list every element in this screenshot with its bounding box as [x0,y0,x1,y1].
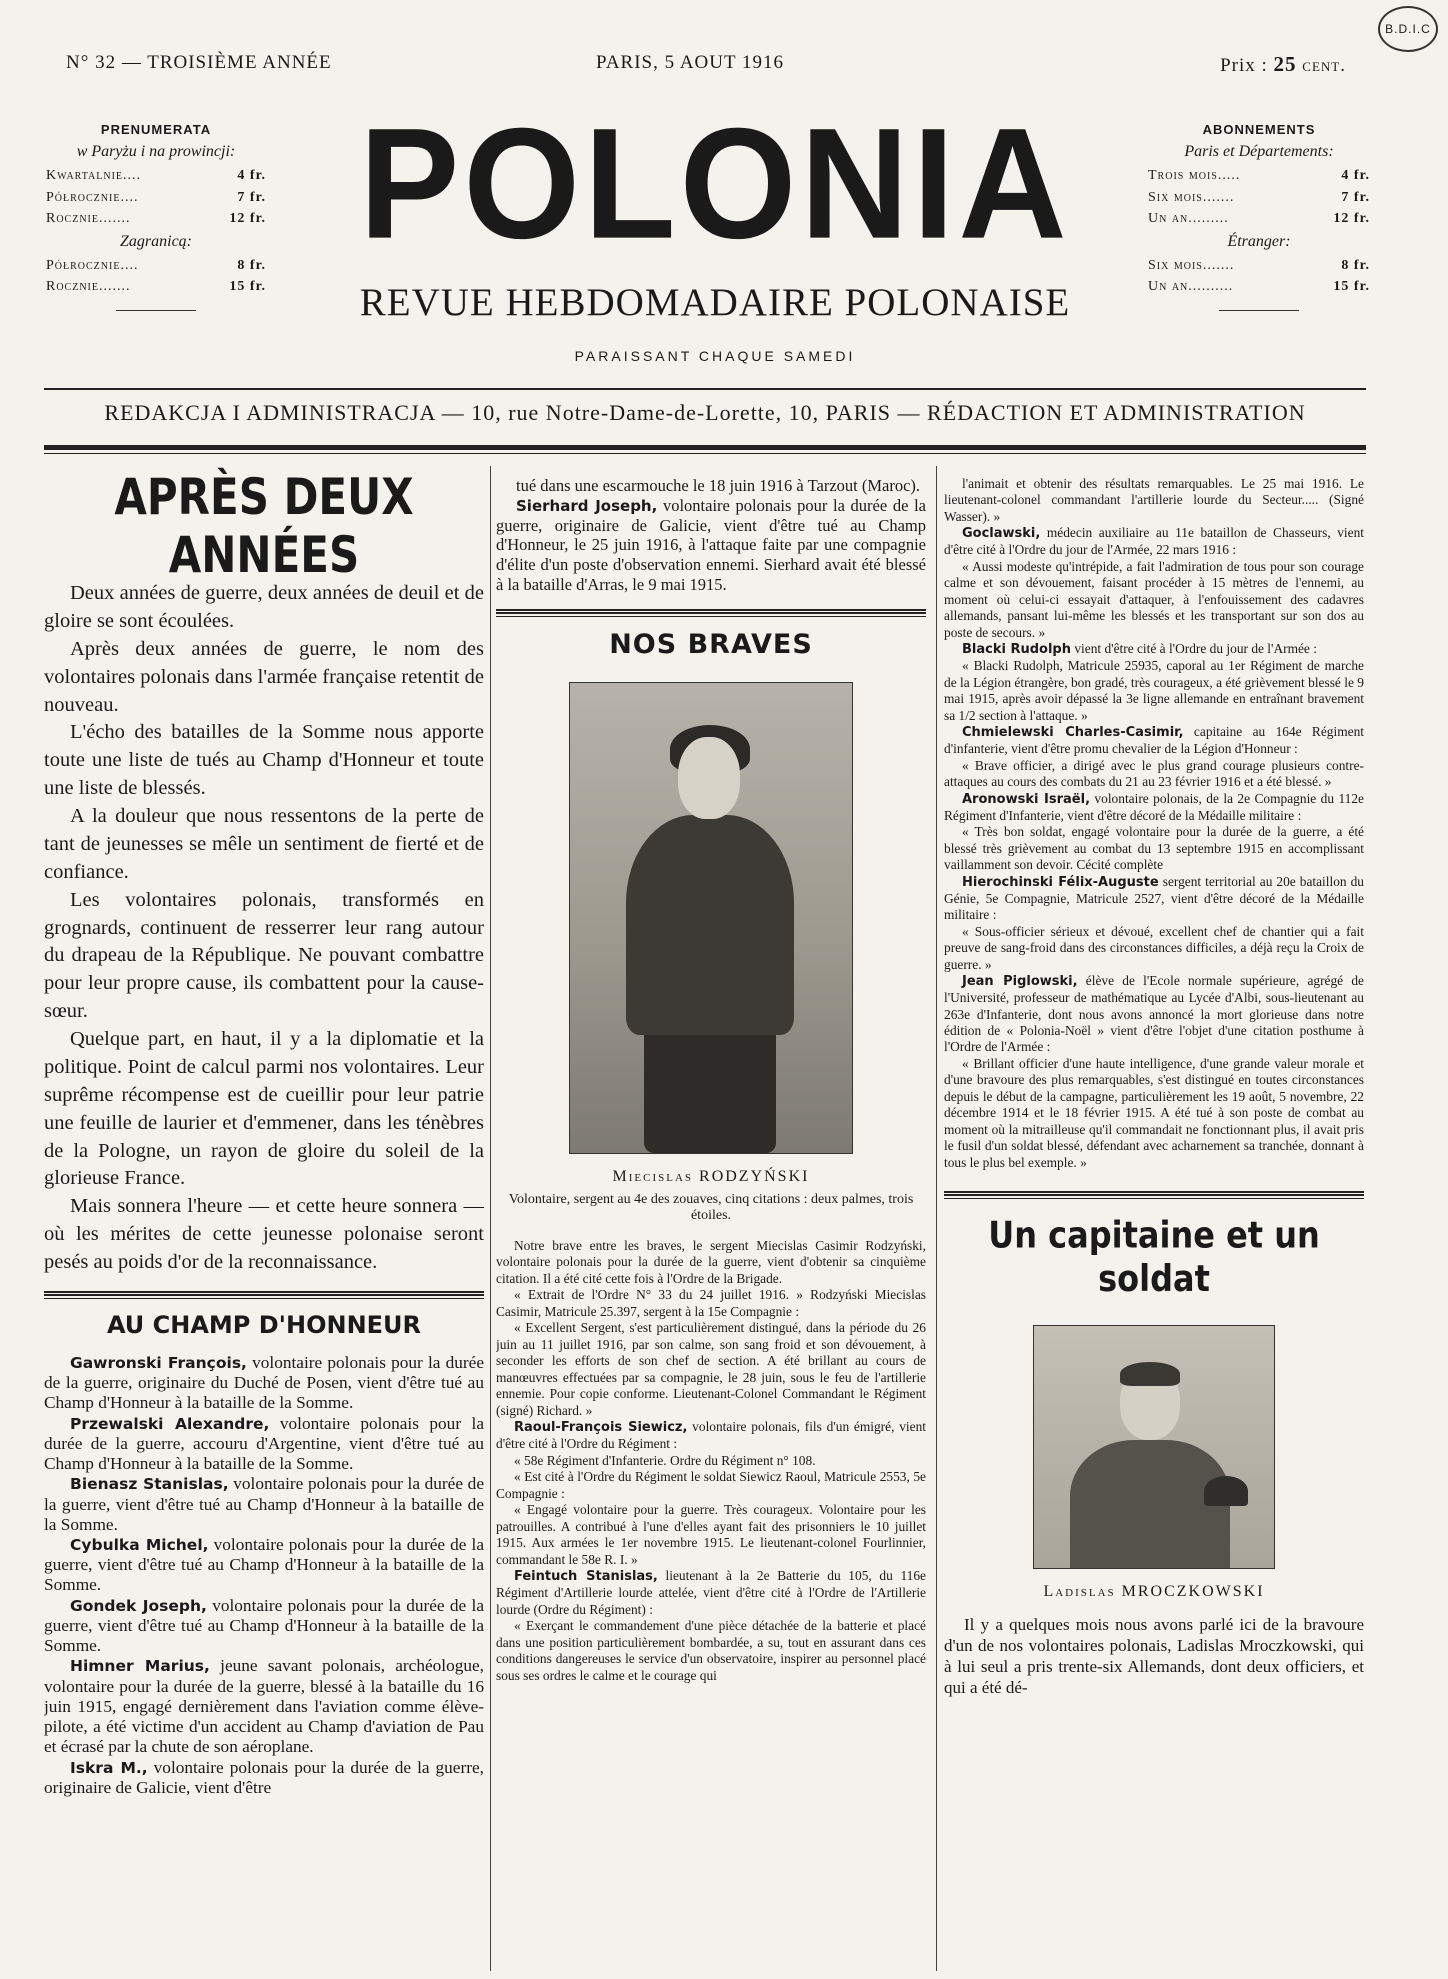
entry-text: tué dans une escarmouche le 18 juin 1916 à Tarzout (Maroc). [516,476,921,495]
entry-text: « 58e Régiment d'Infanterie. Ordre du Régiment n° 108. [514,1452,816,1468]
section-title: NOS BRAVES [609,628,813,660]
entry-text: « Blacki Rudolph, Matricule 25935, caporal au 1er Régiment de marche de la Légion étrangère, bon gradé, très courageux, a été grièvement blessé le 9 mai 1915, après avoir dépassé la 3e ligne allemande en entraînant bravement sa 1/2 section à l'attaque. » [944,658,1364,723]
entry [496,1618,926,1684]
box-subtitle: Paris et Départements: [1184,143,1334,161]
issue-number: N° 32 — TROISIÈME ANNÉE [66,52,332,73]
price-row [1148,187,1370,209]
paragraph: Quelque part, en haut, il y a la diplomatie et la politique. Point de calcul parmi nos volontaires. Leur suprême récompense est de cueillir pour leur patrie une feuille de laurier et d'emmener, dans les ténèbres de la Pologne, un rayon de gloire du soleil de la glorieuse France. [44,1028,484,1190]
article-body: Il y a quelques mois nous avons parlé ici de la bravoure d'un de nos volontaires polonais, Ladislas Mroczkowski, qui à lui seul a pris trente-six Allemands, dont deux officiers, et qui a été dé- [944,1615,1364,1697]
section-rule [944,1191,1364,1199]
paragraph: A la douleur que nous ressentons de la perte de tant de jeunesses se mêle un sentiment de fierté et de confiance. [44,805,484,883]
entry [496,1469,926,1502]
entry-text: « Extrait de l'Ordre N° 33 du 24 juillet 1916. » Rodzyński Miecislas Casimir, Matricule 25.397, sergent à la 15e Compagnie : [496,1287,926,1319]
price-row [46,208,266,230]
entry-text: « Très bon soldat, engagé volontaire pour la durée de la guerre, a été blessé très grièvement au combat du 13 septembre 1915 en accomplissant vaillamment son devoir. Cécité complète [944,824,1364,873]
portrait-photo [569,682,853,1154]
citations-list [944,476,1364,1171]
paragraph: Mais sonnera l'heure — et cette heure sonnera — où les mérites de cette jeunesse polonaise seront pesés au poids d'or de la reconnaissance. [44,1195,484,1273]
entry-text: volontaire polonais, de la 2e Compagnie du 112e Régiment d'Infanterie, vient d'être décoré de la Médaille militaire : [944,790,1364,823]
price-label: Kwartalnie.... [46,167,142,183]
entry [44,1474,484,1535]
entry [44,1656,484,1757]
column-divider [490,466,491,1971]
entry [496,476,926,496]
entry [44,1596,484,1657]
price-label: Trois mois..... [1148,167,1241,183]
entry-text: sergent territorial au 20e bataillon du Génie, 5e Compagnie, Matricule 2527, vient d'être décoré de la Médaille militaire : [944,873,1364,923]
nos-braves-article [496,1238,926,1684]
column-2-intro [496,476,926,595]
entry-text: « Est cité à l'Ordre du Régiment le soldat Siewicz Raoul, Matricule 2553, 5e Compagnie : [496,1469,926,1501]
abonnements-box [1148,120,1370,311]
entry-text: volontaire polonais pour la durée de la guerre, vient d'être tué au Champ d'Honneur à la bataille de la Somme. [44,1595,484,1656]
entry-text: « Aussi modeste qu'intrépide, a fait l'admiration de tous pour son courage calme et son dévouement, faisant procéder à 15 mètres de l'ennemi, au moment où celui-ci essayait d'attaquer, à l'enfouissement des cadavres allemands, pansant lui-même les blessés et les transportant sur son dos au poste de secours. » [944,558,1364,640]
price-value: 12 fr. [1333,211,1370,227]
section-title: AU CHAMP D'HONNEUR [106,1310,422,1339]
price-value: 8 fr. [237,257,266,273]
issue-price: Prix : 25 cent. [1220,52,1346,76]
box-abroad-label: Étranger: [1227,233,1291,250]
price-row [1148,165,1370,187]
price-row [1148,276,1370,298]
entry-text: Notre brave entre les braves, le sergent Miecislas Casimir Rodzyński, volontaire polonais pour la durée de la guerre, vient d'obtenir sa cinquième citation. Il a été cité cette fois à l'Ordre de la Brigade. [496,1237,926,1286]
entry-text: « Brillant officier d'une haute intelligence, d'une grande valeur morale et d'une bravoure des plus remarquables, s'est distingué en toutes circonstances depuis le début de la campagne, particulièrement les 19 août, 5 novembre, 22 décembre 1914 et le 18 février 1915. A été tué à son poste de combat au moment où la mitrailleuse qu'il commandait ne fonctionnant plus, il avait pris le fusil d'un soldat blessé, défendant avec acharnement sa tranchée, donnant à tous le plus bel exemple. » [944,1055,1364,1170]
entry [944,874,1364,924]
price-row [1148,208,1370,230]
price-value: 15 fr. [1333,279,1370,295]
box-title: PRENUMERATA [100,122,212,137]
entry [944,476,1364,525]
entry-name: Iskra M., [70,1758,148,1777]
entry-text: « Excellent Sergent, s'est particulièrement distingué, dans la période du 26 juin au 11 juillet 1916, par son calme, son sang froid et son dévouement, à seconder les efforts de son chef de section. A été brillant au cours de manœuvres effectuées par sa compagnie, le 28 juin, sous le feu de l'artillerie ennemie. Pour copie conforme. Lieutenant-Colonel Commandant le Régiment (signé) Richard. » [496,1320,926,1418]
entry-text: médecin auxiliaire au 11e bataillon de Chasseurs, vient d'être cité à l'Ordre du jour de l'Armée, 22 mars 1916 : [944,525,1364,558]
paragraph: Les volontaires polonais, transformés en grognards, continuent de resserrer leur rang autour du drapeau de la République. Ne pouvant combattre pour leur propre cause, ils combattent pour la cause-sœur. [44,888,484,1023]
entry [496,1287,926,1320]
price-label: Półrocznie.... [46,257,139,273]
price-value: 7 fr. [237,189,266,205]
price-row [1148,255,1370,277]
price-row [46,276,266,298]
masthead-frequency: PARAISSANT CHAQUE SAMEDI [574,348,856,364]
entry [496,1419,926,1452]
price-label: Rocznie....... [46,211,131,227]
entry-text: volontaire polonais pour la durée de la guerre, vient d'être tué au Champ d'Honneur à la bataille de la Somme. [44,1474,484,1534]
photo-caption-text: Volontaire, sergent au 4e des zouaves, cinq citations : deux palmes, trois étoiles. [508,1191,914,1223]
entry [944,559,1364,641]
price-label: Półrocznie.... [46,189,139,205]
price-value: 8 fr. [1341,257,1370,273]
entry-name: Przewalski Alexandre, [70,1414,270,1433]
entry-name: Bienasz Stanislas, [70,1475,229,1494]
entry [496,1568,926,1618]
issue-date: PARIS, 5 AOUT 1916 [596,52,784,73]
entry-name: Hierochinski Félix-Auguste [962,874,1159,890]
price-label: Six mois....... [1148,189,1235,205]
box-title: ABONNEMENTS [1202,122,1316,137]
box-abroad-label: Zagranicą: [120,233,192,250]
portrait-photo [1033,1325,1275,1569]
header-rule-thin [44,453,1366,454]
price-label: Rocznie....... [46,279,131,295]
entry-text: volontaire polonais pour la durée de la guerre, originaire de Galicie, vient d'être [44,1757,484,1797]
price-label: Un an.......... [1148,279,1234,295]
entry-text: lieutenant à la 2e Batterie du 105, du 116e Régiment d'Artillerie lourde attelée, vient d'être cité à l'Ordre de l'Artillerie lourde (Ordre du Régiment) : [496,1568,926,1617]
entry-text: jeune savant polonais, archéologue, volontaire pour la durée de la guerre, blessé à la bataille du 16 juin 1915, engagé dernièrement dans l'aviation comme élève-pilote, a été victime d'un accident au Champ d'aviation de Pau et écrasé par la chute de son aéroplane. [44,1656,484,1757]
divider [1219,310,1299,311]
article-title: Un capitaine et un soldat [988,1213,1320,1301]
entry-text: « Brave officier, a dirigé avec le plus grand courage plusieurs contre-attaques au cours des combats du 21 au 23 février 1916 et a été blessé. » [944,757,1364,790]
library-stamp: B.D.I.C [1378,6,1438,52]
price-value: 15 fr. [229,279,266,295]
masthead-subtitle: REVUE HEBDOMADAIRE POLONAISE [359,281,1071,324]
paragraph: Deux années de guerre, deux années de deuil et de gloire se sont écoulées. [44,582,484,632]
entry-name: Cybulka Michel, [70,1535,209,1554]
entry [944,1056,1364,1171]
column-3 [944,476,1364,1971]
entry-text: volontaire polonais pour la durée de la guerre, originaire de Galicie, vient d'être tué au Champ d'Honneur, le 25 juin 1916, à l'attaque faite par une compagnie d'élite d'un poste d'observation ennemi. Sierhard avait été blessé à la bataille d'Arras, le 9 mai 1915. [496,495,926,594]
photo-caption-name: Miecislas RODZYŃSKI [612,1167,810,1185]
entry [496,1320,926,1419]
prenumerata-box [46,120,266,311]
entry [944,641,1364,658]
entry-text: volontaire polonais pour la durée de la guerre, originaire du Duché de Posen, vient d'être tué au Champ d'Honneur à la bataille de la Somme. [44,1352,484,1413]
entry [44,1353,484,1414]
section-rule [496,609,926,617]
entry [944,758,1364,791]
price-row [46,255,266,277]
entry-name: Feintuch Stanislas, [514,1569,658,1585]
lead-article [44,580,484,1277]
honneur-list [44,1353,484,1798]
photo-caption-name: Ladislas MROCZKOWSKI [1043,1583,1265,1601]
entry-text: capitaine au 164e Régiment d'infanterie, vient d'être promu chevalier de la Légion d'Honneur : [944,724,1364,757]
entry [496,1502,926,1568]
entry-name: Gawronski François, [70,1353,247,1372]
header-rule [44,445,1366,450]
entry-name: Raoul-François Siewicz, [514,1420,688,1436]
entry-text: volontaire polonais pour la durée de la guerre, vient d'être tué au Champ d'Honneur à la bataille de la Somme. [44,1534,484,1595]
entry-text: « Engagé volontaire pour la guerre. Très courageux. Volontaire pour les patrouilles. A contribué à l'une d'elles ayant fait des prisonniers le 10 juillet 1915. Aux armées le 1er novembre 1915. Le lieutenant-colonel Fourlinnier, commandant le 58e R. I. » [496,1502,926,1567]
price-value: 7 fr. [1341,189,1370,205]
redaction-line: REDAKCJA I ADMINISTRACJA — 10, rue Notre-Dame-de-Lorette, 10, PARIS — RÉDACTION ET ADMINISTRATION [104,400,1306,425]
entry-name: Chmielewski Charles-Casimir, [962,725,1184,741]
price-row [46,165,266,187]
entry-text: « Exerçant le commandement d'une pièce détachée de la batterie et placé dans une position particulièrement bombardée, a su, tout en assurant dans ces conditions dangereuses le service d'un observatoire, inspirer au personnel placé sous ses ordres le calme et le courage qui [496,1618,926,1683]
entry-name: Aronowski Israël, [962,791,1091,807]
entry-name: Gondek Joseph, [70,1596,207,1615]
entry [944,658,1364,724]
price-label: Six mois....... [1148,257,1235,273]
entry-name: Sierhard Joseph, [516,496,658,515]
entry [44,1414,484,1475]
headline: APRÈS DEUX ANNÉES [114,468,414,584]
entry-text: vient d'être cité à l'Ordre du jour de l'Armée : [1071,641,1317,657]
entry [944,525,1364,558]
price-value: 12 fr. [229,211,266,227]
entry [944,724,1364,757]
top-rule [44,388,1366,390]
entry [496,1453,926,1469]
paragraph: L'écho des batailles de la Somme nous apporte toute une liste de tués au Champ d'Honneur et toute une liste de blessés. [44,721,484,800]
price-row [46,187,266,209]
entry [496,496,926,595]
box-subtitle: w Paryżu i na prowincji: [76,143,236,161]
entry-text: l'animait et obtenir des résultats remarquables. Le 25 mai 1916. Le lieutenant-colonel commandant l'artillerie lourde du Secteur..... (Signé Wasser). » [944,476,1364,524]
price-label: Un an......... [1148,211,1229,227]
entry-name: Goclawski, [962,526,1041,542]
column-2 [496,476,926,1971]
paragraph: Après deux années de guerre, le nom des volontaires polonais dans l'armée française retentit de nouveau. [44,637,484,716]
entry-name: Blacki Rudolph [962,642,1071,658]
price-value: 4 fr. [237,167,266,183]
entry-text: « Sous-officier sérieux et dévoué, excellent chef de chantier qui a fait preuve de sang-froid dans des circonstances difficiles, a déjà reçu la Croix de guerre. » [944,923,1364,972]
price-value: 4 fr. [1341,167,1370,183]
masthead-title: POLONIA [359,94,1071,272]
divider [116,310,196,311]
column-1 [44,466,484,1971]
column-divider [936,466,937,1971]
entry [944,791,1364,824]
section-rule [44,1291,484,1299]
entry [944,973,1364,1056]
entry [496,1238,926,1287]
entry [944,824,1364,873]
entry [44,1535,484,1596]
entry-text: volontaire polonais pour la durée de la guerre, accouru d'Argentine, vient d'être tué au Champ d'Honneur à la bataille de la Somme. [44,1413,484,1474]
entry [44,1758,484,1798]
entry-name: Himner Marius, [70,1657,210,1676]
entry-text: volontaire polonais, fils d'un émigré, vient d'être cité à l'Ordre du Régiment : [496,1419,926,1452]
entry-text: élève de l'Ecole normale supérieure, agrégé de l'Université, professeur de mathématique au Lycée d'Albi, sous-lieutenant au 263e d'Infanterie, dont nous avons annoncé la mort glorieuse dans notre édition de « Polonia-Noël » vient d'être l'objet d'une citation posthume à l'Ordre de l'Armée : [944,973,1364,1055]
entry-name: Jean Piglowski, [962,974,1078,990]
entry [944,924,1364,973]
